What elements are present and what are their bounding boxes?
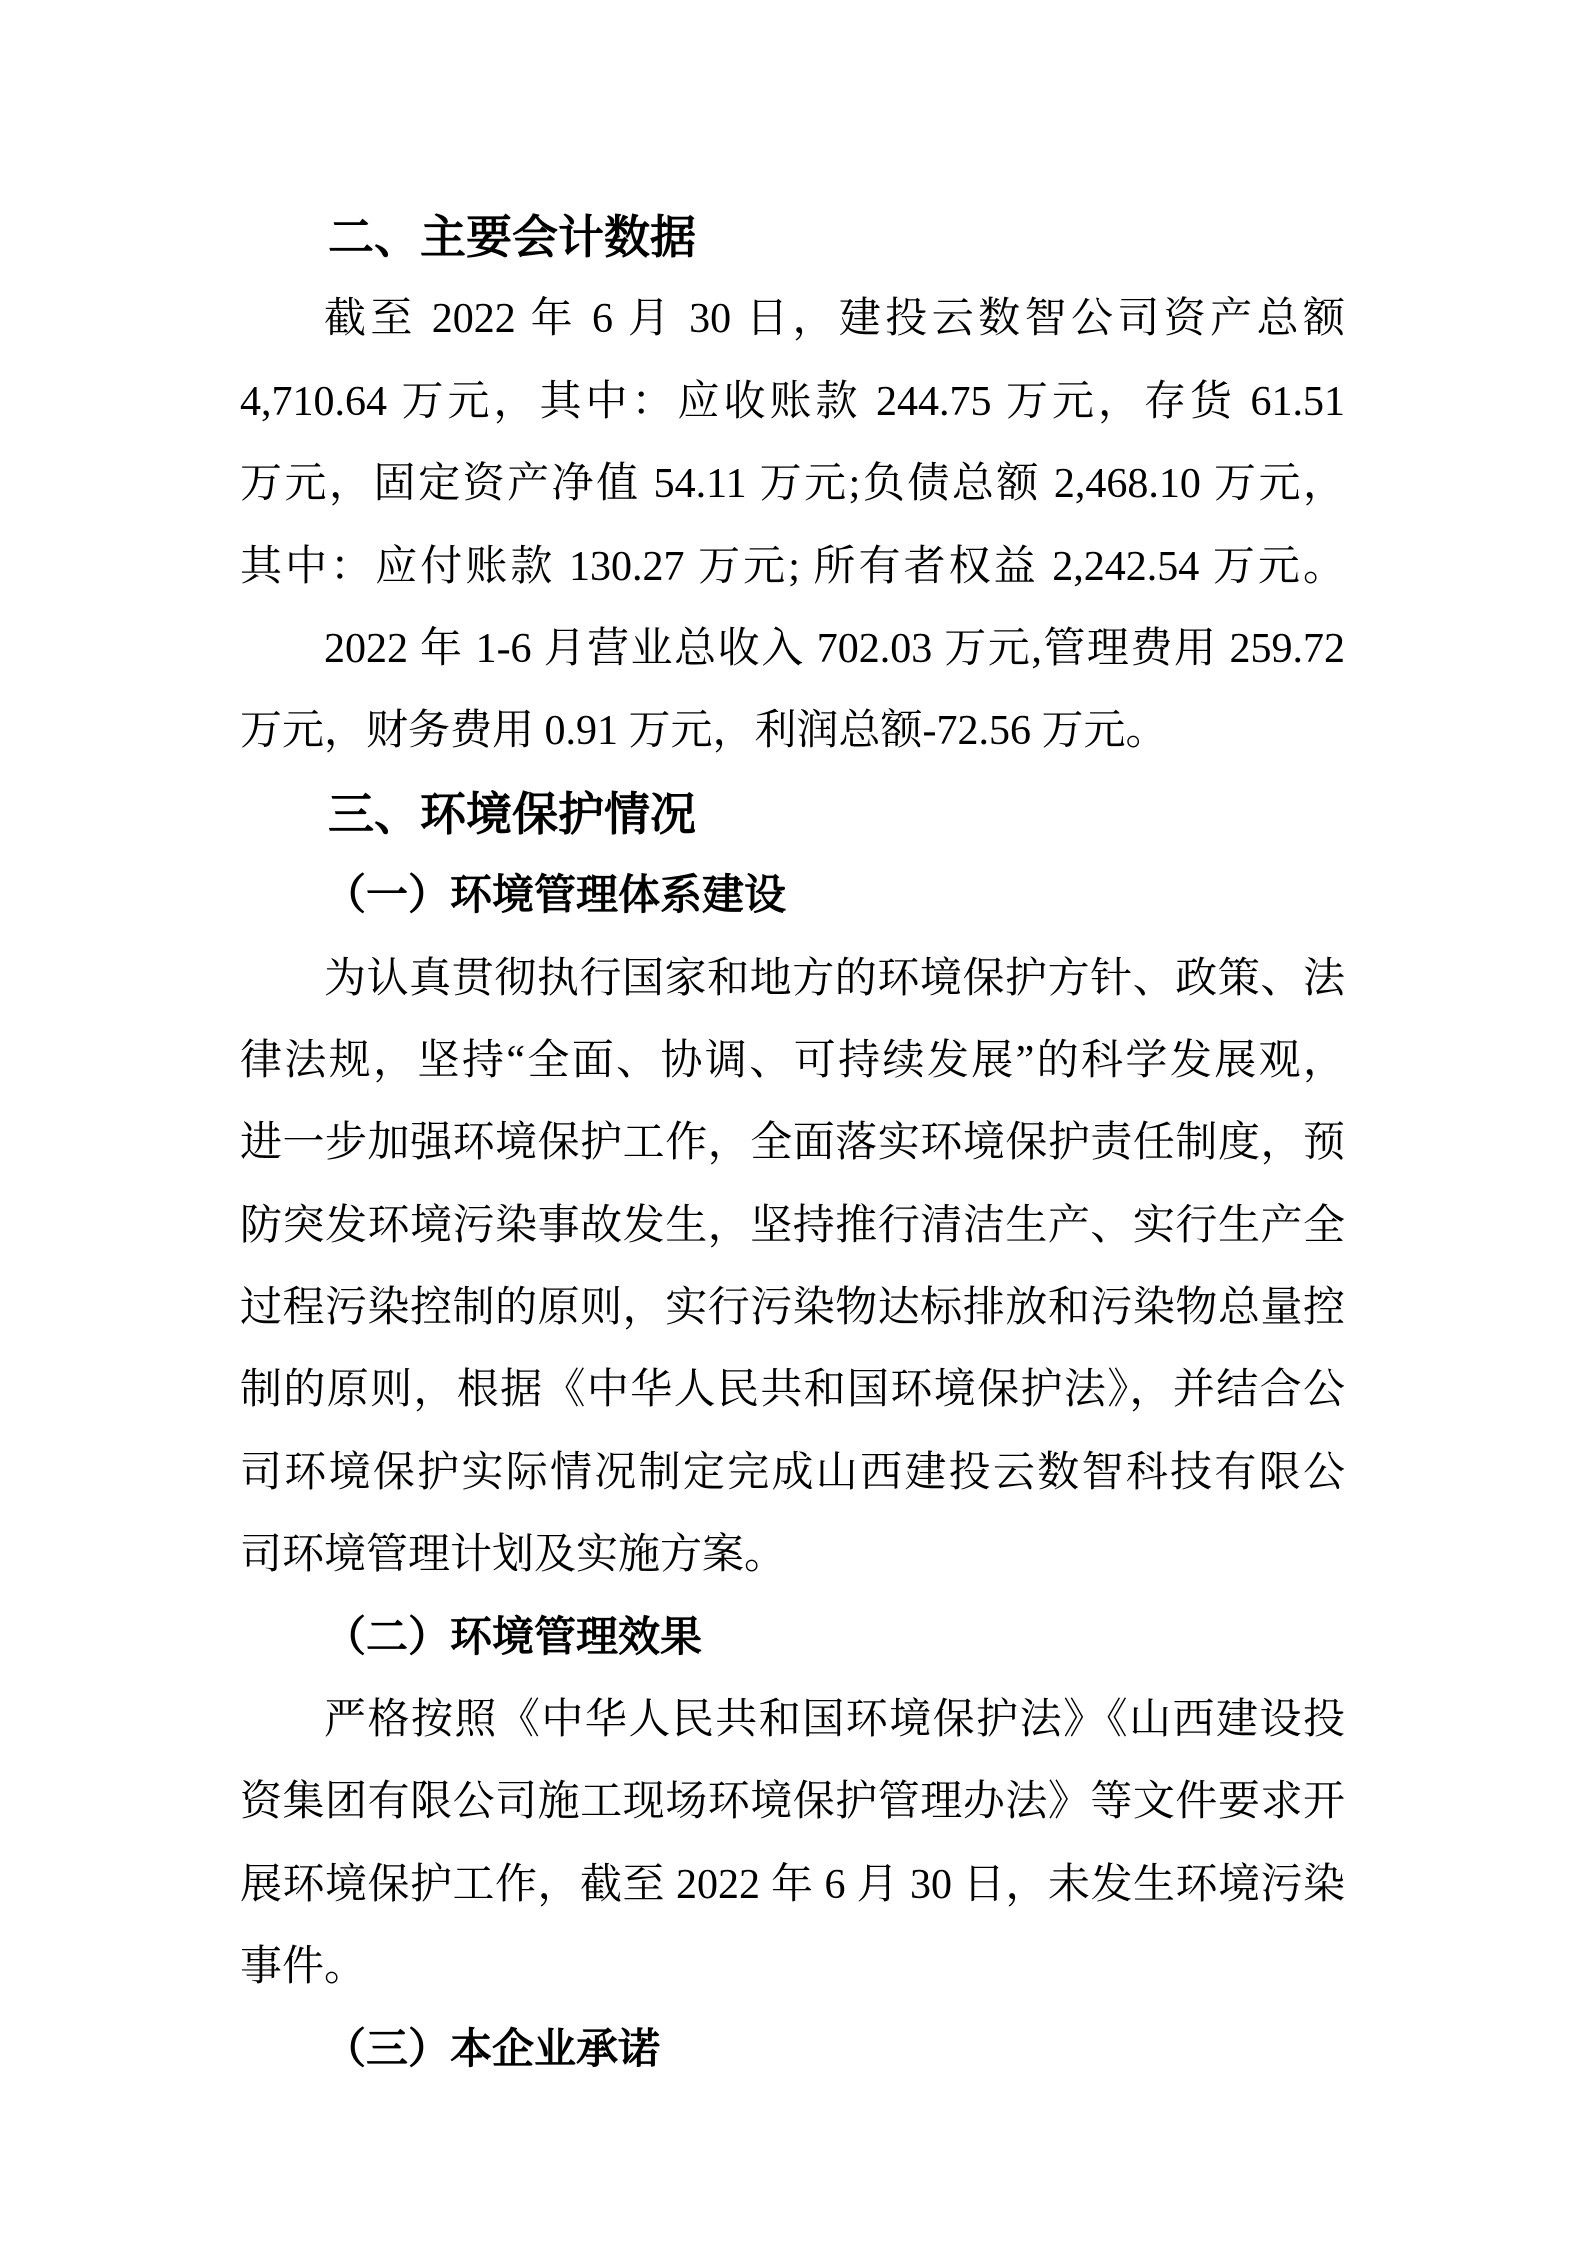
- paragraph-line: 律法规，坚持“全面、协调、可持续发展”的科学发展观，: [240, 1037, 1345, 1084]
- paragraph-line: 司环境保护实际情况制定完成山西建投云数智科技有限公: [240, 1449, 1345, 1496]
- paragraph-line: 制的原则，根据《中华人民共和国环境保护法》，并结合公: [240, 1367, 1345, 1414]
- paragraph-line: 截至 2022 年 6 月 30 日，建投云数智公司资产总额: [324, 296, 1345, 343]
- subsection-3-heading: （三）本企业承诺: [324, 2026, 661, 2073]
- document-content: [240, 196, 1345, 2091]
- section-2-heading: 二、主要会计数据: [328, 211, 696, 263]
- section-3-heading: 三、环境保护情况: [328, 787, 696, 840]
- paragraph-line: 进一步加强环境保护工作，全面落实环境保护责任制度，预: [240, 1120, 1345, 1167]
- paragraph-line: 过程污染控制的原则，实行污染物达标排放和污染物总量控: [240, 1285, 1345, 1332]
- paragraph-line: 严格按照《中华人民共和国环境保护法》《山西建设投: [324, 1697, 1345, 1744]
- subsection-2-heading: （二）环境管理效果: [324, 1614, 703, 1661]
- paragraph-line: 万元，财务费用 0.91 万元，利润总额-72.56 万元。: [240, 708, 1168, 755]
- paragraph-line: 2022 年 1-6 月营业总收入 702.03 万元,管理费用 259.72: [324, 625, 1345, 672]
- paragraph-line: 资集团有限公司施工现场环境保护管理办法》等文件要求开: [240, 1779, 1345, 1826]
- paragraph-line: 4,710.64 万元，其中：应收账款 244.75 万元，存货 61.51: [240, 378, 1345, 425]
- paragraph-line: 司环境管理计划及实施方案。: [240, 1532, 787, 1579]
- subsection-1-heading: （一）环境管理体系建设: [324, 873, 787, 920]
- paragraph-line: 防突发环境污染事故发生，坚持推行清洁生产、实行生产全: [240, 1202, 1345, 1249]
- paragraph-line: 万元，固定资产净值 54.11 万元;负债总额 2,468.10 万元，: [240, 461, 1345, 508]
- paragraph-line: 为认真贯彻执行国家和地方的环境保护方针、政策、法: [324, 955, 1345, 1002]
- paragraph-line: 事件。: [240, 1944, 367, 1991]
- paragraph-line: 其中：应付账款 130.27 万元; 所有者权益 2,242.54 万元。: [240, 543, 1345, 590]
- paragraph-line: 展环境保护工作，截至 2022 年 6 月 30 日，未发生环境污染: [240, 1861, 1345, 1908]
